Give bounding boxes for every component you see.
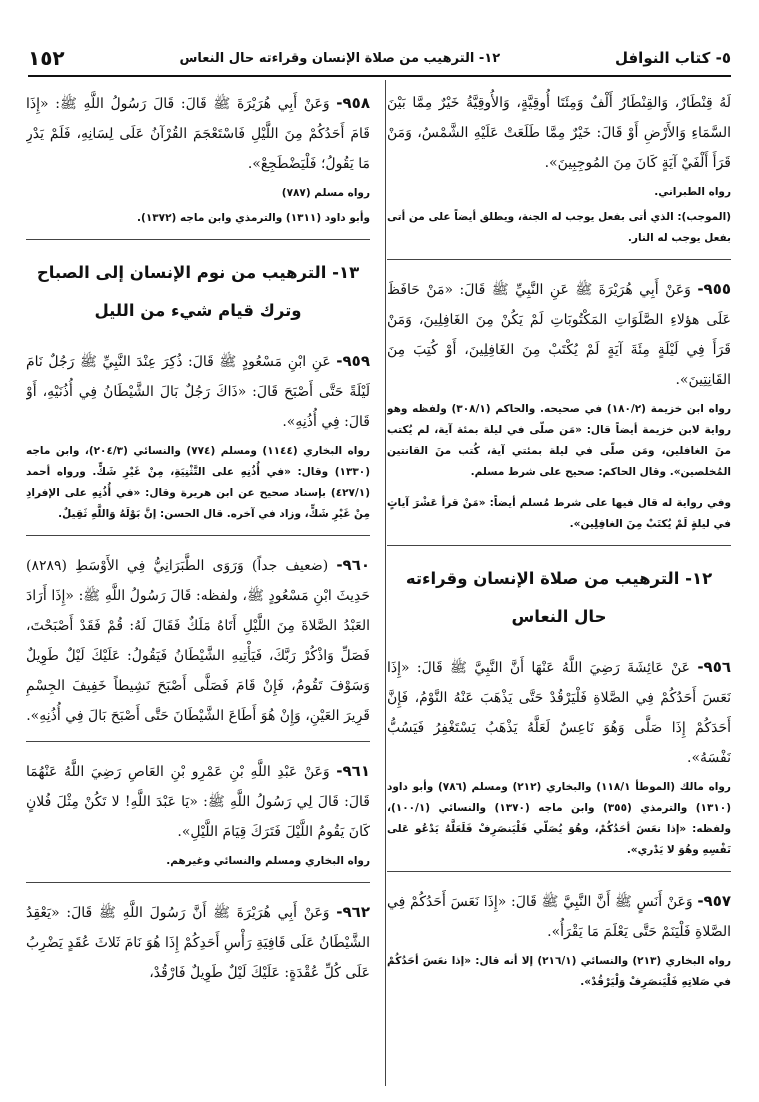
chapter-13-title: ١٣- الترهيب من نوم الإنسان إلى الصباح وترك قيام شيء من الليل: [36, 263, 360, 320]
separator: [387, 871, 731, 872]
hadith-955: [387, 274, 731, 395]
hadith-text: وَعَنْ أَبِي هُرَيْرَةَ ﷺ أَنَّ رَسُولَ اللَّهِ ﷺ قَالَ: «يَعْقِدُ الشَّيْطَانُ عَلَى قَافِيَةِ رَأْسِ أَحَدِكُمْ إِذَا هُوَ نَامَ ثَلاثَ عُقَدٍ يَضْرِبُ عَلَى كُلِّ عُقْدَةٍ: عَلَيْكَ لَيْلٌ طَوِيلٌ فَارْقُدْ،: [26, 905, 370, 981]
hadith-958-source-2: وأبو داود (١٣١١) والترمذي وابن ماجه (١٣٧٢).: [137, 212, 370, 224]
hadith-961-source: رواه البخاري ومسلم والنسائي وغيرهم.: [166, 855, 370, 867]
separator: [26, 239, 370, 240]
hadith-number: ٩٦١-: [336, 762, 370, 780]
running-chapter-title: ١٢- الترهيب من صلاة الإنسان وقراءته حال النعاس: [179, 50, 501, 66]
hadith-955-source-2: وفي رواية له قال فيها على شرط مُسلم أيضاً: «مَنْ قرأ عَشْرَ آياتٍ في ليلةٍ لَمْ يُكتَبْ مِنَ الغافِلِين».: [387, 497, 731, 530]
hadith-number: ٩٥٦-: [697, 658, 731, 676]
separator: [387, 259, 731, 260]
hadith-961: [26, 756, 370, 847]
column-divider: [385, 80, 386, 1086]
hadith-text: عَنْ عَائِشَةَ رَضِيَ اللَّهُ عَنْهَا أَنَّ النَّبِيَّ ﷺ قَالَ: «إِذَا نَعَسَ أَحَدُكُمْ فِي الصَّلاةِ فَلْيَرْقُدْ حَتَّى يَذْهَبَ عَنْهُ النَّوْمُ، فَإِنَّ أَحَدَكُمْ إِذَا صَلَّى وَهُوَ نَاعِسٌ لَعَلَّهُ يَذْهَبُ يَسْتَغْفِرُ فَيَسُبُّ نَفْسَهُ».: [387, 660, 731, 766]
hadith-954-continuation: لَهُ قِنْطَارٌ، وَالقِنْطَارُ أَلْفٌ وَمِئَتَا أُوقِيَّةٍ، وَالأُوقِيَّةُ خَيْرٌ مِمَّا بَيْنَ السَّمَاءِ وَالأَرْضِ أَوْ قَالَ: خَيْرٌ مِمَّا طَلَعَتْ عَلَيْهِ الشَّمْسُ، وَمَنْ قَرَأَ أَلْفَيْ آيَةٍ كَانَ مِنَ المُوجِبِينَ».: [387, 95, 731, 171]
hadith-957: [387, 886, 731, 947]
hadith-number: ٩٦٠-: [336, 556, 370, 574]
separator: [26, 535, 370, 536]
hadith-955-source: رواه ابن خزيمة (١٨٠/٢) في صحيحه. والحاكم (٣٠٨/١) ولفظه وهو رواية لابن خزيمة أيضاً قال: «مَن صلّى في ليلة بمئة آية، لم يُكتب منَ الغافلين، ومَن صلّى في ليلة بمئتي آية، كُتب منَ القانتين المُخلصين». وقال الحاكم: صحيح على شرط مسلم.: [387, 403, 731, 478]
right-column: [387, 88, 731, 1088]
hadith-text: وَعَنْ عَبْدِ اللَّهِ بْنِ عَمْرِو بْنِ العَاصِ رَضِيَ اللَّهُ عَنْهُمَا قَالَ: قَالَ لِي رَسُولُ اللَّهِ ﷺ: «يَا عَبْدَ اللَّهِ! لا تَكُنْ مِثْلَ فُلانٍ كَانَ يَقُومُ اللَّيْلَ فَتَرَكَ قِيَامَ اللَّيْلِ».: [26, 764, 370, 840]
hadith-number: ٩٦٢-: [336, 903, 370, 921]
hadith-number: ٩٥٩-: [336, 352, 370, 370]
header-rule: [28, 75, 731, 77]
hadith-959: [26, 346, 370, 437]
hadith-text: وَعَنْ أَنَسٍ ﷺ أَنَّ النَّبِيَّ ﷺ قَالَ: «إِذَا نَعَسَ أَحَدُكُمْ فِي الصَّلاةِ فَلْيَنَمْ حَتَّى يَعْلَمَ مَا يَقْرَأُ».: [387, 894, 731, 940]
hadith-number: ٩٥٥-: [697, 280, 731, 298]
hadith-958-source: رواه مسلم (٧٨٧): [281, 187, 370, 199]
hadith-958: [26, 88, 370, 179]
hadith-text: (ضعيف جداً) وَرَوَى الطَّبَرَانِيُّ فِي الأَوْسَطِ (٨٢٨٩) حَدِيثَ ابْنِ مَسْعُودٍ ﷺ، ولفظه: قَالَ رَسُولُ اللَّهِ ﷺ: «إِذَا أَرَادَ العَبْدُ الصَّلاةَ مِنَ اللَّيْلِ أَتَاهُ مَلَكٌ فَقَالَ لَهُ: قُمْ فَقَدْ أَصْبَحْتَ، فَصَلِّ وَاذْكُرْ رَبَّكَ، فَيَأْتِيهِ الشَّيْطَانُ فَيَقُولُ: عَلَيْكَ لَيْلٌ طَوِيلٌ وَسَوْفَ تَقُومُ، فَإِنْ قَامَ فَصَلَّى أَصْبَحَ نَشِيطاً خَفِيفَ الجِسْمِ قَرِيرَ العَيْنِ، وَإِنْ هُوَ أَطَاعَ الشَّيْطَانَ حَتَّى أَصْبَحَ بَالَ فِي أُذُنِهِ».: [26, 558, 370, 724]
chapter-12-title: ١٢- الترهيب من صلاة الإنسان وقراءته حال النعاس: [405, 569, 713, 626]
hadith-957-source: رواه البخاري (٢١٣) والنسائي (٢١٦/١) إلا أنه قال: «إذا نعَسَ أحَدُكُمْ في صَلاتِهِ فَلْيَنصَرِفْ وَلْيَرْقُدْ».: [387, 955, 731, 988]
hadith-text: وَعَنْ أَبِي هُرَيْرَةَ ﷺ قَالَ: قَالَ رَسُولُ اللَّهِ ﷺ: «إِذَا قَامَ أَحَدُكُمْ مِنَ اللَّيْلِ فَاسْتَعْجَمَ القُرْآنُ عَلَى لِسَانِهِ، فَلَمْ يَدْرِ مَا يَقُولُ؛ فَلْيَضْطَجِعْ».: [26, 96, 370, 172]
hadith-956: [387, 652, 731, 773]
hadith-text: عَنِ ابْنِ مَسْعُودٍ ﷺ قَالَ: ذُكِرَ عِنْدَ النَّبِيِّ ﷺ رَجُلٌ نَامَ لَيْلَةً حَتَّى أَصْبَحَ قَالَ: «ذَاكَ رَجُلٌ بَالَ الشَّيْطَانُ فِي أُذُنَيْهِ، أَوْ قَالَ: فِي أُذُنِهِ».: [26, 354, 370, 430]
book-title: ٥- كتاب النوافل: [614, 49, 731, 67]
hadith-960: [26, 550, 370, 731]
page-number: ١٥٢: [28, 46, 65, 70]
hadith-954-source: رواه الطبراني.: [654, 186, 731, 198]
hadith-956-source: رواه مالك (الموطأ ١١٨/١) والبخاري (٢١٢) ومسلم (٧٨٦) وأبو داود (١٣١٠) والترمذي (٣٥٥) وابن ماجه (١٣٧٠) والنسائي (١٠٠/١)، ولفظه: «إذا نعَسَ أحَدُكُمْ، وهُوَ يُصَلّي فَلْيَنصَرِفْ فَلَعَلَّهُ يَدْعُو عَلى نَفْسِهِ وهُوَ لا يَدْري».: [387, 781, 731, 856]
hadith-962: [26, 897, 370, 988]
hadith-number: ٩٥٨-: [336, 94, 370, 112]
separator: [26, 741, 370, 742]
left-column: [26, 88, 370, 1088]
separator: [387, 545, 731, 546]
hadith-number: ٩٥٧-: [697, 892, 731, 910]
hadith-959-source: رواه البخاري (١١٤٤) ومسلم (٧٧٤) والنسائي (٢٠٤/٣)، وابن ماجه (١٣٣٠) وقال: «في أُذُنِهِ على التَّثْنِيَةِ، مِنْ غَيْرِ شَكٍّ. ورواه أحمد (٤٢٧/١) بإسناد صحيح عن ابن هريرة وقال: «في أُذُنِهِ على الإفرادِ مِنْ غَيْرِ شَكٍّ، وزاد في آخره. قال الحسن: إنَّ بَوْلَهُ وَاللَّهِ ثَقِيلٌ.: [26, 445, 370, 520]
separator: [26, 882, 370, 883]
hadith-954-gloss: (الموجب): الذي أتى بفعل يوجب له الجنة، ويطلق أيضاً على من أتى بفعل يوجب له النار.: [387, 211, 731, 244]
hadith-text: وَعَنْ أَبِي هُرَيْرَةَ ﷺ عَنِ النَّبِيِّ ﷺ قَالَ: «مَنْ حَافَظَ عَلَى هؤلاءِ الصَّلَوَاتِ المَكْتُوبَاتِ لَمْ يَكُنْ مِنَ الغَافِلِينَ، وَمَنْ قَرَأَ فِي لَيْلَةٍ مِئَةَ آيَةٍ لَمْ يُكْتَبْ مِنَ الغَافِلِينَ، أَوْ كُتِبَ مِنَ القَانِتِينَ».: [387, 282, 731, 388]
page-header: [28, 44, 731, 72]
